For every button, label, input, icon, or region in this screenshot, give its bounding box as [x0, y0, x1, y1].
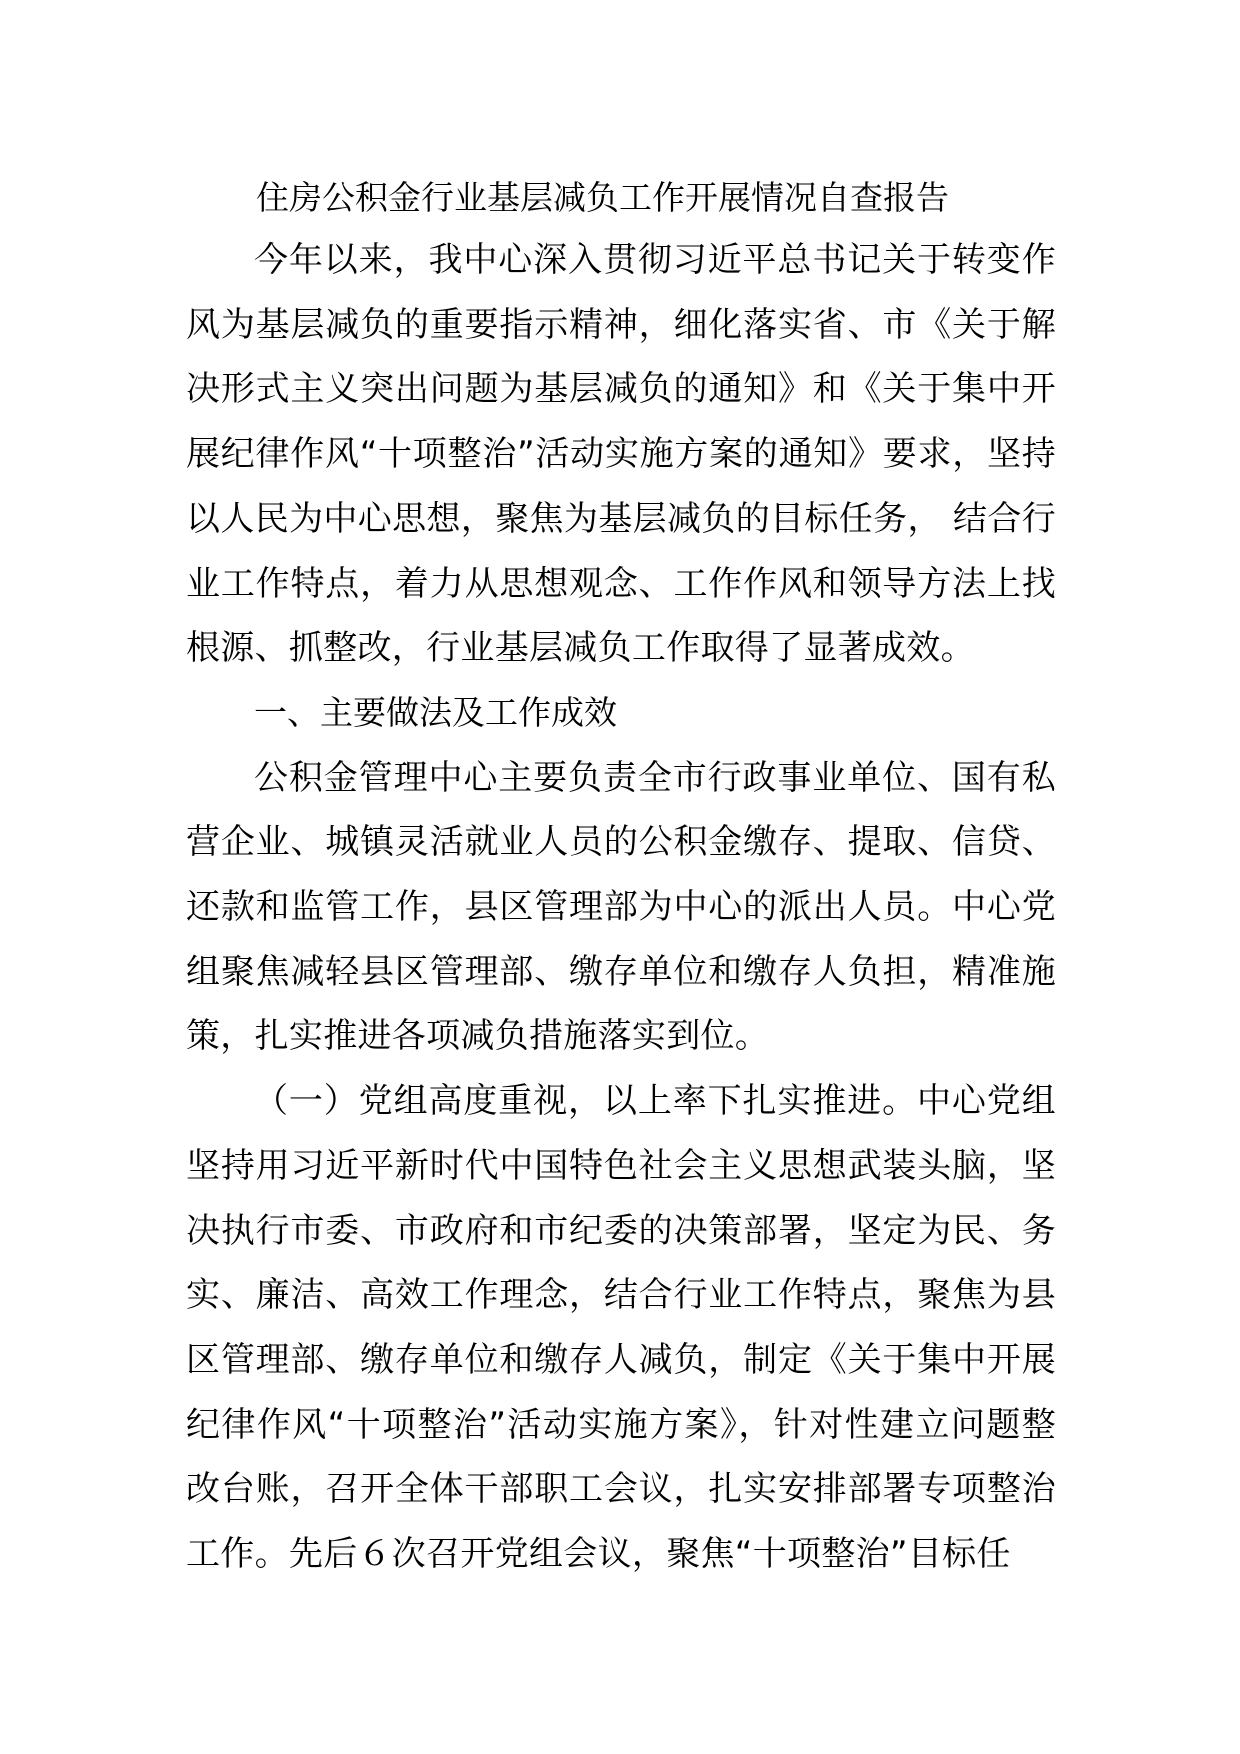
body-paragraph: 公积金管理中心主要负责全市行政事业单位、国有私营企业、城镇灵活就业人员的公积金缴存、提取、信贷、还款和监管工作，县区管理部为中心的派出人员。中心党组聚焦减轻县区管理部、缴存单位和缴存人负担，精准施策，扎实推进各项减负措施落实到位。: [186, 757, 1056, 1057]
document-body: [186, 168, 1056, 1587]
section-heading: 一、主要做法及工作成效: [254, 692, 617, 732]
document-title: 住房公积金行业基层减负工作开展情况自查报告: [256, 178, 949, 217]
intro-paragraph: 今年以来，我中心深入贯彻习近平总书记关于转变作风为基层减负的重要指示精神，细化落实省、市《关于解决形式主义突出问题为基层减负的通知》和《关于集中开展纪律作风“十项整治”活动实施方案的通知》要求，坚持以人民为中心思想，聚焦为基层减负的目标任务， 结合行业工作特点，着力从思想观念、工作作风和领导方法上找根源、抓整改，行业基层减负工作取得了显著成效。: [186, 240, 1056, 669]
subsection-paragraph: （一）党组高度重视，以上率下扎实推进。中心党组坚持用习近平新时代中国特色社会主义思想武装头脑，坚决执行市委、市政府和市纪委的决策部署，坚定为民、务实、廉洁、高效工作理念，结合行业工作特点，聚焦为县区管理部、缴存单位和缴存人减负，制定《关于集中开展纪律作风“十项整治”活动实施方案》，针对性建立问题整改台账，召开全体干部职工会议，扎实安排部署专项整治工作。先后６次召开党组会议，聚焦“十项整治”目标任: [186, 1081, 1056, 1575]
